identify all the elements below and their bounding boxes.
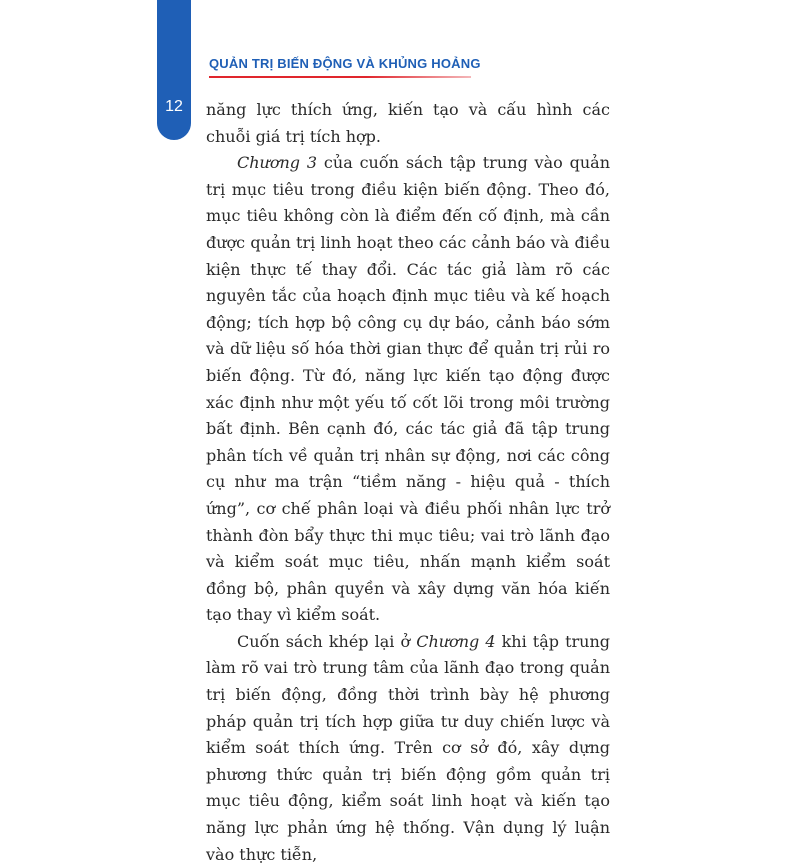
paragraph-2-text: của cuốn sách tập trung vào quản trị mục tiêu trong điều kiện biến động. Theo đó, mục tiêu không còn là điểm đến cố định, mà cần được quản trị linh hoạt theo các cảnh báo và điều kiện thực tế thay đổi. Các tác giả làm rõ các nguyên tắc của hoạch định mục tiêu và kế hoạch động; tích hợp bộ công cụ dự báo, cảnh báo sớm và dữ liệu số hóa thời gian thực để quản trị rủi ro biến động. Từ đó, năng lực kiến tạo động được xác định như một yếu tố cốt lõi trong môi trường bất định. Bên cạnh đó, các tác giả đã tập trung phân tích về quản trị nhân sự động, nơi các công cụ như ma trận “tiềm năng - hiệu quả - thích ứng”, cơ chế phân loại và điều phối nhân lực trở thành đòn bẩy thực thi mục tiêu; vai trò lãnh đạo và kiểm soát mục tiêu, nhấn mạnh kiểm soát đồng bộ, phân quyền và xây dựng văn hóa kiến tạo thay vì kiểm soát. [206, 153, 611, 625]
paragraph-3-start: Cuốn sách khép lại ở [237, 631, 417, 651]
running-title: QUẢN TRỊ BIẾN ĐỘNG VÀ KHỦNG HOẢNG [209, 56, 481, 71]
header-rule [209, 76, 471, 78]
page-number: 12 [165, 98, 183, 115]
chapter-3-ref: Chương 3 [237, 153, 318, 173]
paragraph-3 [206, 629, 610, 868]
page-tab [157, 0, 191, 140]
paragraph-2 [206, 150, 610, 629]
paragraph-3-text: khi tập trung làm rõ vai trò trung tâm của lãnh đạo trong quản trị biến động, đồng thời trình bày hệ phương pháp quản trị tích hợp giữa tư duy chiến lược và kiểm soát thích ứng. Trên cơ sở đó, xây dựng phương thức quản trị biến động gồm quản trị mục tiêu động, kiểm soát linh hoạt và kiến tạo năng lực phản ứng hệ thống. Vận dụng lý luận vào thực tiễn, [206, 631, 611, 864]
chapter-4-ref: Chương 4 [416, 631, 496, 651]
paragraph-1: năng lực thích ứng, kiến tạo và cấu hình các chuỗi giá trị tích hợp. [206, 100, 610, 146]
body-text [206, 97, 610, 868]
